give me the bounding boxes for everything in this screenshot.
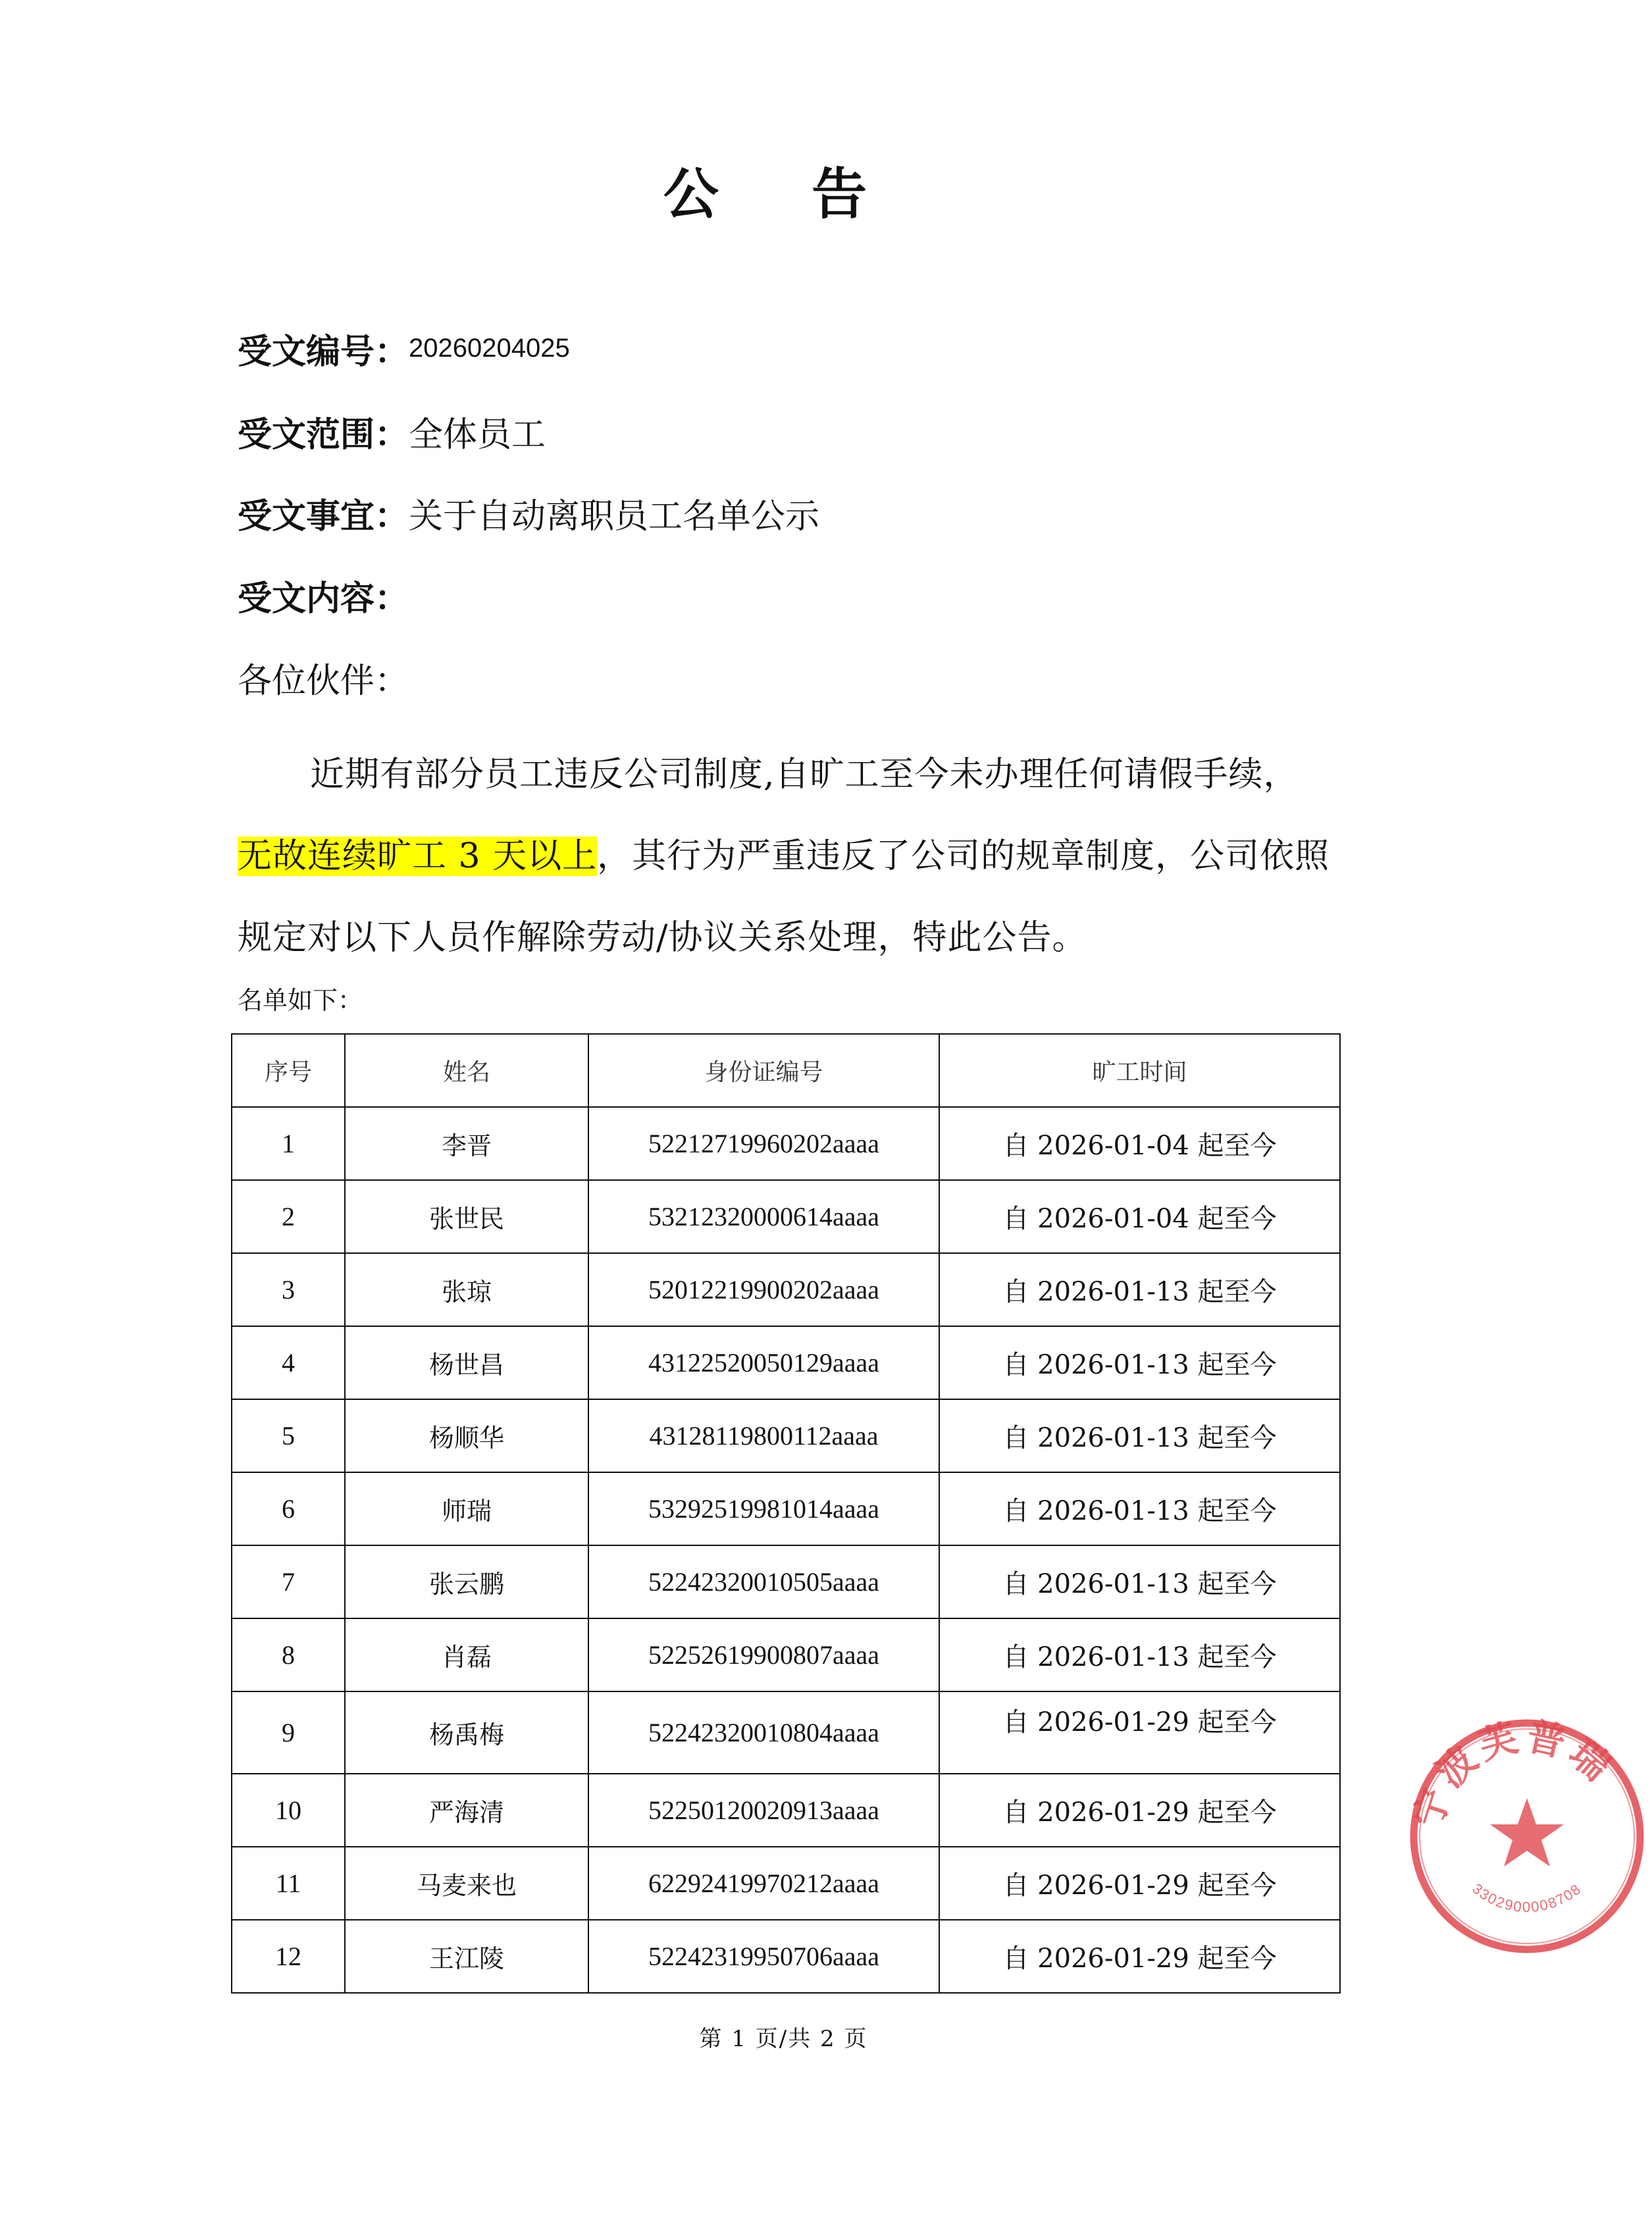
highlighted-text: 无故连续旷工 3 天以上 [238, 837, 598, 876]
row-name: 杨禹梅 [345, 1691, 588, 1774]
row-id: 52252619900807aaaa [588, 1618, 939, 1691]
row-name: 王江陵 [345, 1920, 588, 1993]
doc-content-label: 受文内容： [238, 579, 409, 619]
row-name: 张琼 [345, 1253, 588, 1326]
row-time: 自 2026-01-29 起至今 [939, 1847, 1340, 1920]
row-id: 52242319950706aaaa [588, 1920, 939, 1993]
row-seq: 4 [232, 1326, 345, 1399]
row-name: 严海清 [345, 1774, 588, 1847]
row-seq: 2 [232, 1180, 345, 1253]
row-time: 自 2026-01-13 起至今 [939, 1326, 1340, 1399]
row-time: 自 2026-01-13 起至今 [939, 1545, 1340, 1618]
table-row [232, 1545, 1340, 1618]
body-paragraph [238, 734, 1330, 979]
row-id: 52242320010505aaaa [588, 1545, 939, 1618]
row-time: 自 2026-01-13 起至今 [939, 1253, 1340, 1326]
table-row [232, 1847, 1340, 1920]
table-row [232, 1472, 1340, 1545]
row-name: 杨顺华 [345, 1399, 588, 1472]
table-row [232, 1399, 1340, 1472]
table-row [232, 1920, 1340, 1993]
row-name: 李晋 [345, 1107, 588, 1180]
doc-subject-label: 受文事宜： [238, 497, 409, 536]
row-name: 肖磊 [345, 1618, 588, 1691]
doc-content-field [238, 576, 409, 622]
row-id: 53292519981014aaaa [588, 1472, 939, 1545]
row-id: 52212719960202aaaa [588, 1107, 939, 1180]
row-seq: 12 [232, 1920, 345, 1993]
row-time: 自 2026-01-29 起至今 [939, 1920, 1340, 1993]
svg-text:宁波芙普瑞 [1405, 1713, 1622, 1833]
row-seq: 3 [232, 1253, 345, 1326]
doc-scope-value: 全体员工 [409, 415, 546, 455]
table-row [232, 1618, 1340, 1691]
paragraph-text-start: 近期有部分员工违反公司制度,自旷工至今未办理任何请假手续， [310, 755, 1299, 794]
row-seq: 7 [232, 1545, 345, 1618]
row-seq: 11 [232, 1847, 345, 1920]
row-name: 马麦来也 [345, 1847, 588, 1920]
row-id: 43122520050129aaaa [588, 1326, 939, 1399]
row-time: 自 2026-01-04 起至今 [939, 1107, 1340, 1180]
doc-number-value: 20260204025 [409, 334, 570, 363]
table-row [232, 1691, 1340, 1774]
row-id: 43128119800112aaaa [588, 1399, 939, 1472]
table-row [232, 1180, 1340, 1253]
seal-number: 3302900008708 [1469, 1880, 1585, 1916]
row-seq: 1 [232, 1107, 345, 1180]
doc-scope-field [238, 412, 546, 458]
row-time: 自 2026-01-13 起至今 [939, 1399, 1340, 1472]
row-id: 62292419970212aaaa [588, 1847, 939, 1920]
row-time: 自 2026-01-29 起至今 [939, 1691, 1340, 1774]
doc-subject-field [238, 494, 819, 540]
row-name: 张云鹏 [345, 1545, 588, 1618]
table-row [232, 1326, 1340, 1399]
row-name: 师瑞 [345, 1472, 588, 1545]
row-id: 52242320010804aaaa [588, 1691, 939, 1774]
doc-subject-value: 关于自动离职员工名单公示 [409, 497, 820, 536]
svg-text:3302900008708 [1469, 1880, 1585, 1915]
row-seq: 5 [232, 1399, 345, 1472]
list-label: 名单如下： [238, 986, 363, 1015]
row-time: 自 2026-01-04 起至今 [939, 1180, 1340, 1253]
table-row [232, 1107, 1340, 1180]
row-name: 张世民 [345, 1180, 588, 1253]
doc-number-field [238, 329, 570, 378]
dismissal-table [231, 1033, 1341, 1994]
row-seq: 8 [232, 1618, 345, 1691]
row-seq: 10 [232, 1774, 345, 1847]
page-footer: 第 1 页/共 2 页 [699, 2026, 868, 2052]
table-header-row [232, 1034, 1340, 1107]
header-seq: 序号 [232, 1034, 345, 1107]
row-id: 52012219900202aaaa [588, 1253, 939, 1326]
paragraph-text-end: ，其行为严重违反了公司的规章制度，公司依照规定对以下人员作解除劳动/协议关系处理，特此公告。 [238, 837, 1330, 958]
header-id: 身份证编号 [588, 1034, 939, 1107]
row-time: 自 2026-01-13 起至今 [939, 1472, 1340, 1545]
row-seq: 6 [232, 1472, 345, 1545]
greeting: 各位伙伴： [238, 661, 409, 701]
row-id: 53212320000614aaaa [588, 1180, 939, 1253]
row-time: 自 2026-01-29 起至今 [939, 1774, 1340, 1847]
header-name: 姓名 [345, 1034, 588, 1107]
header-absence-time: 旷工时间 [939, 1034, 1340, 1107]
seal-text: 宁波芙普瑞 [1405, 1713, 1622, 1834]
row-seq: 9 [232, 1691, 345, 1774]
row-id: 52250120020913aaaa [588, 1774, 939, 1847]
row-time: 自 2026-01-13 起至今 [939, 1618, 1340, 1691]
table-row [232, 1774, 1340, 1847]
doc-scope-label: 受文范围： [238, 415, 409, 455]
row-name: 杨世昌 [345, 1326, 588, 1399]
page-title: 公 告 [663, 162, 904, 226]
doc-number-label: 受文编号： [238, 332, 409, 372]
company-seal-icon [1402, 1711, 1652, 1961]
table-row [232, 1253, 1340, 1326]
